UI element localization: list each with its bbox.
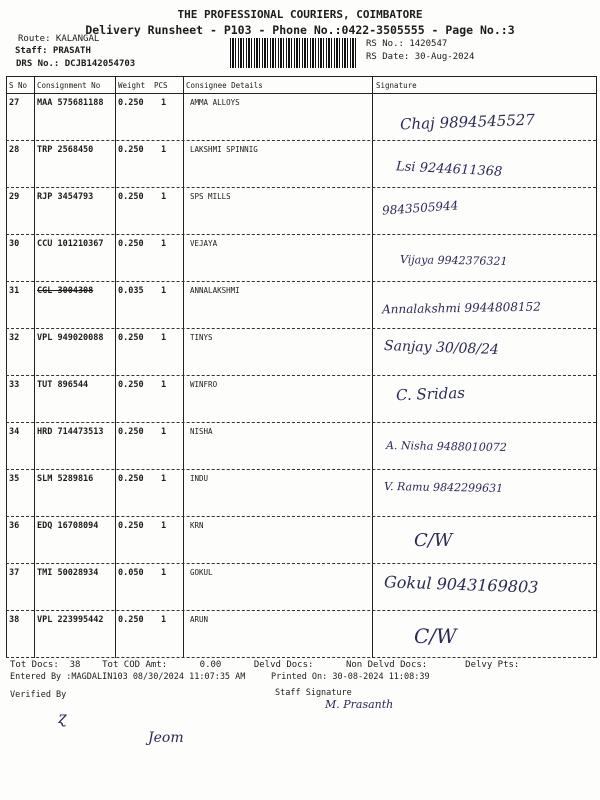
drs-number: DRS No.: DCJB142054703 (16, 59, 136, 69)
rs-number: RS No.: 1420547 (366, 39, 448, 49)
row-pcs: 1 (161, 615, 167, 625)
row-consignment-number: HRD 714473513 (37, 427, 104, 437)
row-consignee-name: KRN (190, 521, 204, 530)
row-separator (6, 422, 596, 423)
route-label: Route: KALANGAL (18, 34, 100, 44)
row-serial-number: 34 (9, 427, 20, 437)
row-consignment-number: MAA 575681188 (37, 98, 104, 108)
row-pcs: 1 (161, 333, 167, 343)
row-weight: 0.250 (118, 98, 144, 108)
row-weight: 0.250 (118, 427, 144, 437)
row-separator (6, 281, 596, 282)
row-consignment-number: TMI 50028934 (37, 568, 99, 578)
verifier-mark: ɀ (58, 708, 67, 727)
row-pcs: 1 (161, 474, 167, 484)
col-header-consignment: Consignment No (37, 81, 101, 90)
row-weight: 0.250 (118, 615, 144, 625)
entered-by-line: Entered By :MAGDALIN103 08/30/2024 11:07:35 AM Printed On: 30-08-2024 11:08:39 (10, 672, 430, 682)
table-vline (34, 76, 35, 658)
row-consignment-number: RJP 3454793 (37, 192, 94, 202)
table-vline (372, 76, 373, 658)
row-separator (6, 375, 596, 376)
col-header-consignee: Consignee Details (186, 81, 263, 90)
row-serial-number: 38 (9, 615, 20, 625)
row-weight: 0.250 (118, 521, 144, 531)
table-top-border (6, 76, 596, 77)
row-separator (6, 187, 596, 188)
verifier-signature-scribble: Jeom (148, 730, 184, 746)
row-serial-number: 32 (9, 333, 20, 343)
row-pcs: 1 (161, 380, 167, 390)
table-vline (183, 76, 184, 658)
row-signature: V. Ramu 9842299631 (383, 479, 504, 496)
row-signature: Gokul 9043169803 (383, 572, 539, 597)
totals-line: Tot Docs: 38 Tot COD Amt: 0.00 Delvd Docs: Non Delvd Docs: Delvy Pts: (10, 660, 520, 670)
row-weight: 0.250 (118, 192, 144, 202)
table-vline (6, 76, 7, 658)
table-vline (596, 76, 597, 658)
row-consignment-number: TUT 896544 (37, 380, 89, 390)
row-pcs: 1 (161, 145, 167, 155)
row-signature: C/W (414, 530, 453, 551)
row-weight: 0.050 (118, 568, 144, 578)
row-weight: 0.250 (118, 239, 144, 249)
row-signature: 9843505944 (381, 198, 459, 218)
row-signature: Annalakshmi 9944808152 (381, 299, 541, 317)
row-consignment-number: VPL 949020088 (37, 333, 104, 343)
row-signature: Sanjay 30/08/24 (383, 338, 500, 358)
table-vline (115, 76, 116, 658)
row-serial-number: 33 (9, 380, 20, 390)
row-separator (6, 657, 596, 658)
row-separator (6, 328, 596, 329)
row-separator (6, 610, 596, 611)
row-consignee-name: VEJAYA (190, 239, 218, 248)
rs-date: RS Date: 30-Aug-2024 (366, 52, 475, 62)
row-consignment-number: CCU 101210367 (37, 239, 104, 249)
row-consignment-number: TRP 2568450 (37, 145, 94, 155)
row-serial-number: 36 (9, 521, 20, 531)
row-pcs: 1 (161, 239, 167, 249)
row-separator (6, 234, 596, 235)
col-header-weight: Weight (118, 81, 146, 90)
row-consignment-number: CGL 3004308 (37, 286, 94, 296)
staff-label: Staff: PRASATH (15, 46, 91, 56)
row-separator (6, 563, 596, 564)
col-header-sno: S No (9, 81, 28, 90)
row-consignee-name: TINYS (190, 333, 213, 342)
company-title: THE PROFESSIONAL COURIERS, COIMBATORE (177, 8, 423, 21)
table-header-border (6, 93, 596, 94)
row-signature: C/W (414, 624, 457, 648)
col-header-pcs: PCS (154, 81, 168, 90)
row-consignee-name: GOKUL (190, 568, 213, 577)
row-serial-number: 29 (9, 192, 20, 202)
row-serial-number: 30 (9, 239, 20, 249)
row-consignee-name: AMMA ALLOYS (190, 98, 240, 107)
row-weight: 0.035 (118, 286, 144, 296)
row-separator (6, 469, 596, 470)
row-weight: 0.250 (118, 333, 144, 343)
staff-signature-scribble: M. Prasanth (325, 698, 394, 711)
staff-signature-label: Staff Signature (275, 688, 352, 698)
barcode (230, 38, 358, 68)
row-serial-number: 27 (9, 98, 20, 108)
row-consignee-name: ANNALAKSHMI (190, 286, 240, 295)
col-header-signature: Signature (376, 81, 417, 90)
verified-by-label: Verified By (10, 690, 67, 700)
row-pcs: 1 (161, 521, 167, 531)
row-separator (6, 516, 596, 517)
row-consignment-number: VPL 223995442 (37, 615, 104, 625)
row-signature: A. Nisha 9488010072 (385, 438, 507, 455)
row-weight: 0.250 (118, 145, 144, 155)
runsheet-subtitle: Delivery Runsheet - P103 - Phone No.:0422-3505555 - Page No.:3 (85, 23, 515, 37)
row-pcs: 1 (161, 427, 167, 437)
row-signature: C. Sridas (395, 383, 466, 405)
row-signature: Chaj 9894545527 (399, 110, 536, 134)
row-signature: Lsi 9244611368 (395, 159, 503, 180)
row-serial-number: 28 (9, 145, 20, 155)
row-pcs: 1 (161, 568, 167, 578)
row-consignee-name: ARUN (190, 615, 209, 624)
row-weight: 0.250 (118, 380, 144, 390)
row-separator (6, 140, 596, 141)
row-consignment-number: SLM 5289816 (37, 474, 94, 484)
row-consignee-name: WINFRO (190, 380, 218, 389)
row-consignee-name: LAKSHMI SPINNIG (190, 145, 258, 154)
row-consignee-name: NISHA (190, 427, 213, 436)
row-serial-number: 35 (9, 474, 20, 484)
row-signature: Vijaya 9942376321 (399, 253, 508, 268)
row-consignment-number: EDQ 16708094 (37, 521, 99, 531)
row-serial-number: 31 (9, 286, 20, 296)
row-pcs: 1 (161, 192, 167, 202)
row-consignee-name: SPS MILLS (190, 192, 231, 201)
row-pcs: 1 (161, 98, 167, 108)
row-consignee-name: INDU (190, 474, 209, 483)
row-serial-number: 37 (9, 568, 20, 578)
row-pcs: 1 (161, 286, 167, 296)
row-weight: 0.250 (118, 474, 144, 484)
